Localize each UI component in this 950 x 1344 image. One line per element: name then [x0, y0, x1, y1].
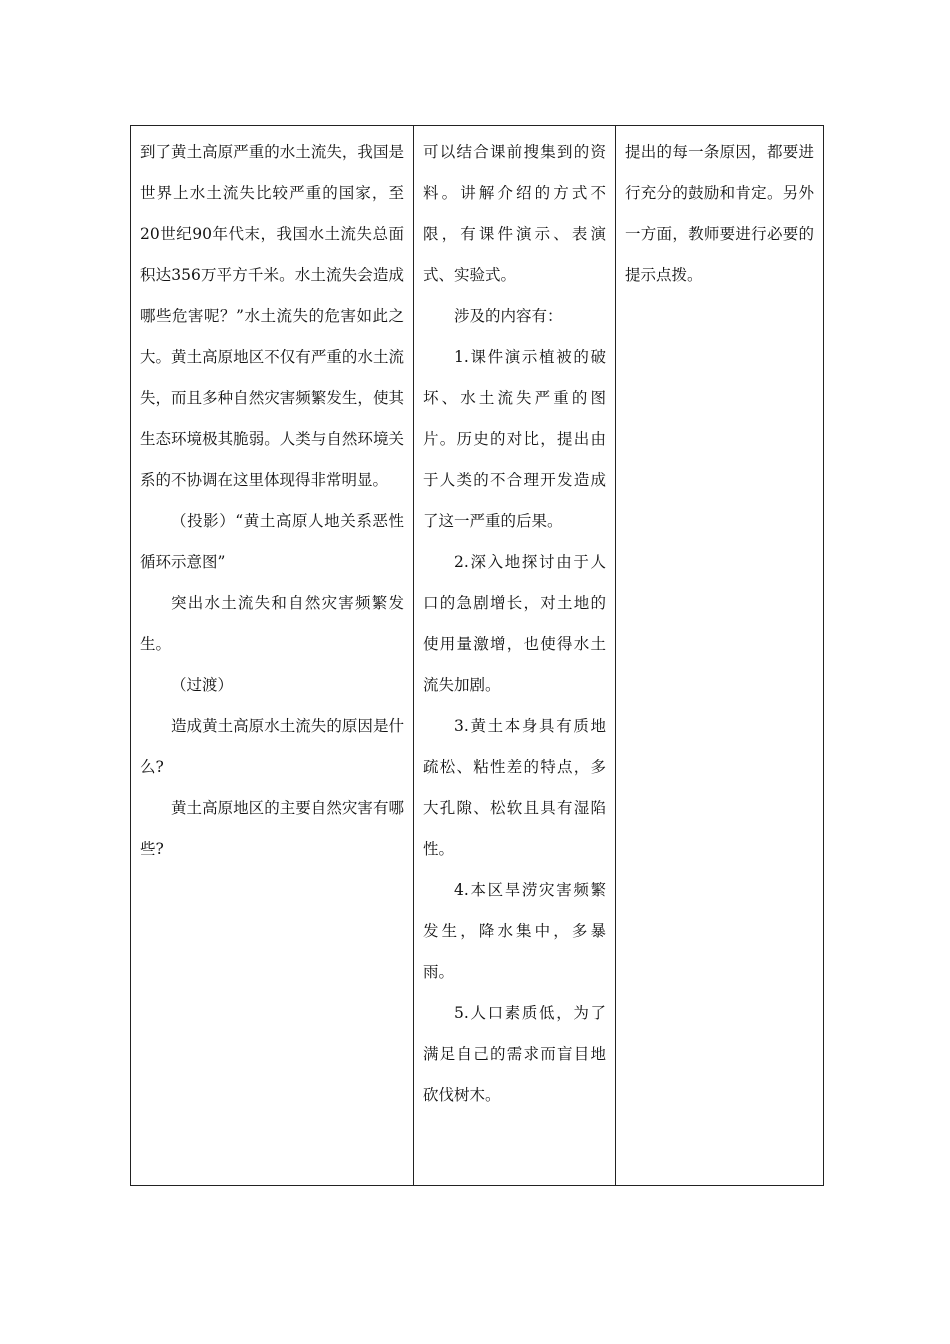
paragraph: （过渡）: [171, 676, 234, 694]
paragraph: 2.深入地探讨由于人口的急剧增长，对土地的使用量激增，也使得水土流失加剧。: [423, 553, 606, 694]
paragraph: 可以结合课前搜集到的资料。讲解介绍的方式不限，有课件演示、表演式、实验式。: [423, 143, 606, 284]
paragraph: 涉及的内容有：: [454, 307, 563, 325]
paragraph: 5.人口素质低，为了满足自己的需求而盲目地砍伐树木。: [423, 1004, 606, 1104]
paragraph: 黄土高原地区的主要自然灾害有哪些?: [140, 799, 404, 858]
paragraph: 1.课件演示植被的破坏、水土流失严重的图片。历史的对比，提出由于人类的不合理开发造成了这一严重的后果。: [423, 348, 606, 530]
student-activity-cell: [414, 126, 616, 1186]
paragraph: 造成黄土高原水土流失的原因是什么?: [140, 717, 404, 776]
paragraph: （投影）“黄土高原人地关系恶性循环示意图”: [140, 512, 404, 571]
paragraph: 4.本区旱涝灾害频繁发生，降水集中，多暴雨。: [423, 881, 606, 981]
paragraph: 到了黄土高原严重的水土流失，我国是世界上水土流失比较严重的国家，至20世纪90年代末，我国水土流失总面积达356万平方千米。水土流失会造成哪些危害呢？”水土流失的危害如此之大。黄土高原地区不仅有严重的水土流失，而且多种自然灾害频繁发生，使其生态环境极其脆弱。人类与自然环境关系的不协调在这里体现得非常明显。: [140, 143, 404, 489]
design-intent-cell: [616, 126, 824, 1186]
lesson-plan-table: [130, 125, 824, 1186]
paragraph: 3.黄土本身具有质地疏松、粘性差的特点，多大孔隙、松软且具有湿陷性。: [423, 717, 606, 858]
paragraph: 突出水土流失和自然灾害频繁发生。: [140, 594, 404, 653]
teacher-activity-cell: [131, 126, 414, 1186]
paragraph: 提出的每一条原因，都要进行充分的鼓励和肯定。另外一方面，教师要进行必要的提示点拨。: [625, 143, 814, 284]
table-row: [131, 126, 824, 1186]
